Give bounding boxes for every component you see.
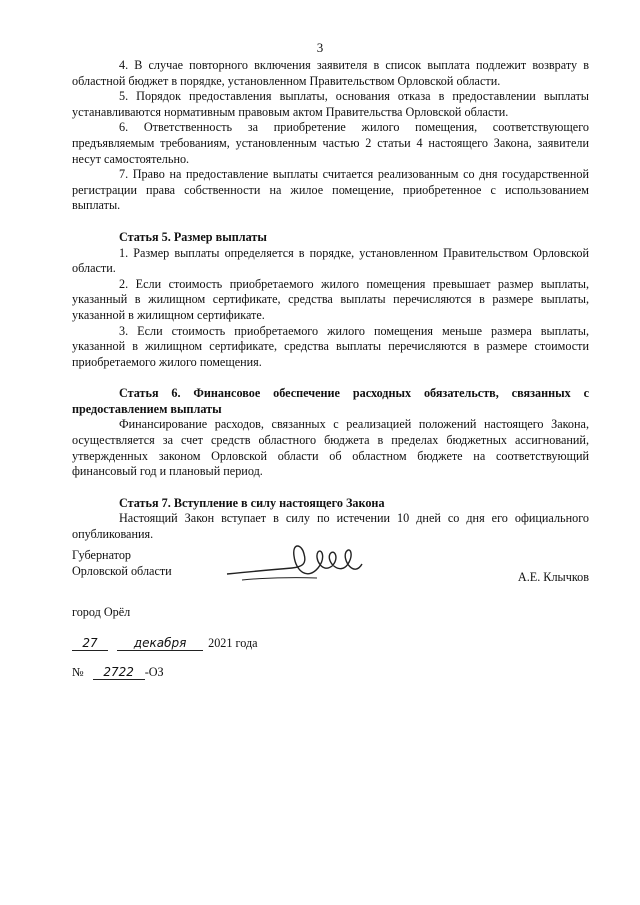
date-line (72, 636, 258, 651)
article-7-heading: Статья 7. Вступление в силу настоящего Закона (119, 495, 385, 510)
paragraph: Настоящий Закон вступает в силу по истечении 10 дней со дня его официального опубликования. (72, 511, 589, 542)
paragraph: 4. В случае повторного включения заявителя в список выплата подлежит возврату в областной бюджет в порядке, установленном Правительством Орловской области. (72, 58, 589, 88)
paragraph: Финансирование расходов, связанных с реализацией положений настоящего Закона, осуществляется за счет средств областного бюджета в пределах бюджетных ассигнований, утвержденных законом Орловской области об областном бюджете на соответствующий финансовый год и плановый период. (72, 417, 589, 479)
number-suffix: -ОЗ (144, 665, 164, 679)
date-month: декабря (117, 636, 203, 651)
governor-title (72, 548, 172, 579)
number-sign: № (72, 665, 84, 679)
signature-block (72, 548, 589, 588)
governor-title-line: Орловской области (72, 563, 172, 578)
date-day: 27 (72, 636, 108, 651)
law-number-line (72, 665, 164, 680)
paragraph: 5. Порядок предоставления выплаты, основания отказа в предоставлении выплаты устанавливаются нормативным правовым актом Правительства Орловской области. (72, 89, 589, 119)
governor-title-line: Губернатор (72, 548, 132, 562)
paragraph: 1. Размер выплаты определяется в порядке, установленном Правительством Орловской области. (72, 245, 589, 276)
page-number: 3 (316, 40, 324, 55)
paragraph: 6. Ответственность за приобретение жилого помещения, соответствующего предъявляемым требованиям, установленным частью 2 статьи 4 настоящего Закона, заявители несут самостоятельно. (72, 120, 589, 166)
handwritten-signature (222, 534, 372, 594)
city-line: город Орёл (72, 605, 131, 619)
paragraph: 7. Право на предоставление выплаты считается реализованным со дня государственной регистрации права собственности на жилое помещение, приобретенное с использованием выплаты. (72, 167, 589, 213)
article-5-heading: Статья 5. Размер выплаты (119, 229, 267, 244)
date-year: 2021 года (208, 636, 258, 650)
law-number: 2722 (93, 665, 145, 680)
article-6-heading: Статья 6. Финансовое обеспечение расходных обязательств, связанных с предоставлением выплаты (72, 386, 589, 416)
paragraph: 2. Если стоимость приобретаемого жилого помещения превышает размер выплаты, указанный в жилищном сертификате, средства выплаты перечисляются в размере выплаты, указанной в жилищном сертификате. (72, 276, 589, 322)
governor-name: А.Е. Клычков (517, 570, 589, 584)
paragraph: 3. Если стоимость приобретаемого жилого помещения меньше размера выплаты, указанной в жилищном сертификате, средства выплаты перечисляются в размере стоимости приобретаемого жилого помещения. (72, 323, 589, 369)
law-text (72, 58, 589, 543)
